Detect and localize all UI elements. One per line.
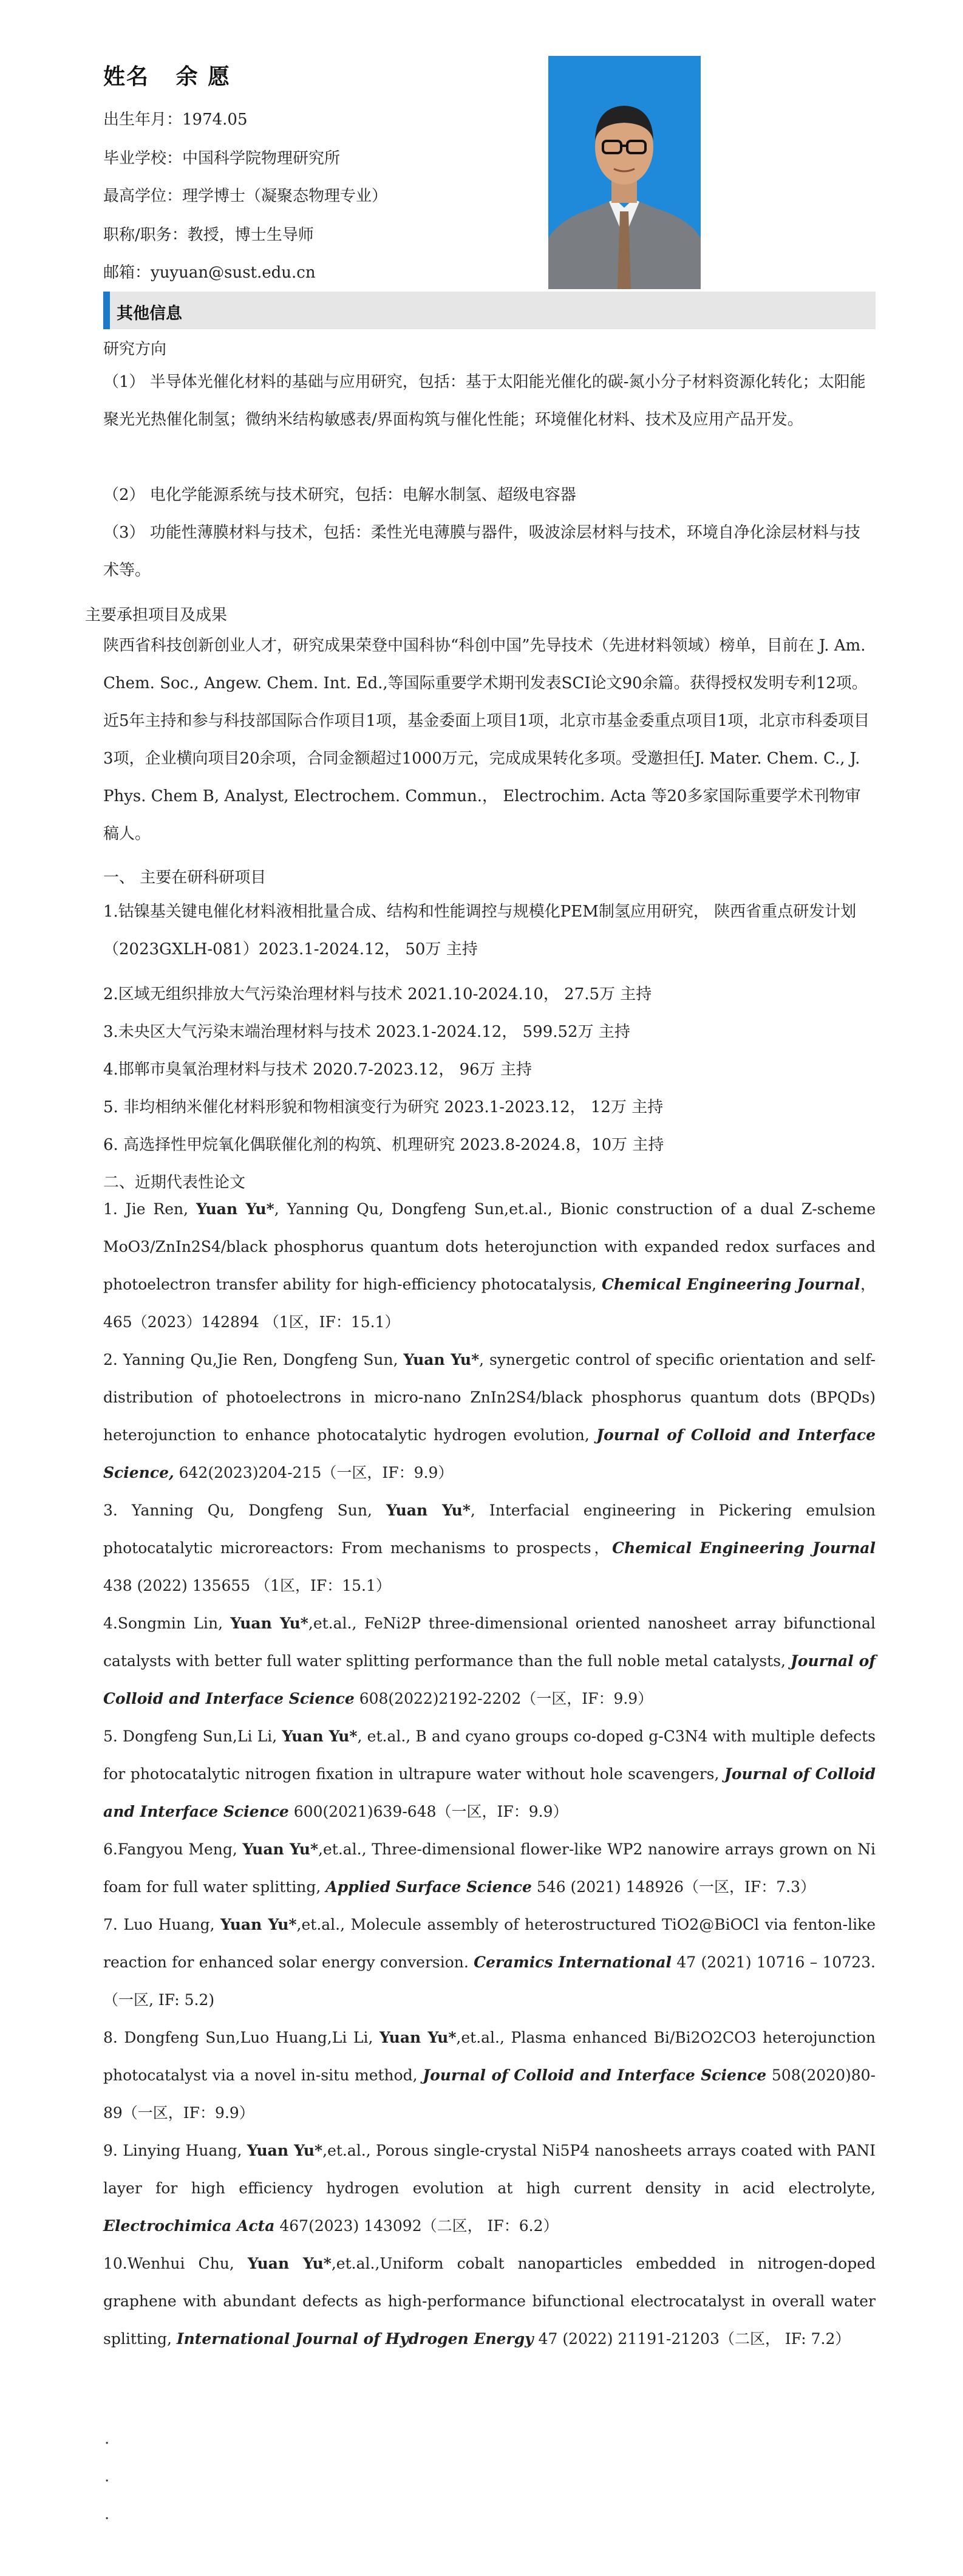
project-item: 1.钴镍基关键电催化材料液相批量合成、结构和性能调控与规模化PEM制氢应用研究， 陕西省重点研发计划（2023GXLH-081）2023.1-2024.12， 50万 主持	[103, 903, 857, 958]
profile-photo	[548, 56, 701, 289]
achievements-heading: 主要承担项目及成果	[85, 606, 228, 624]
project-item: 6. 高选择性甲烷氧化偶联催化剂的构筑、机理研究 2023.8-2024.8，10万 主持	[103, 1136, 664, 1154]
birth-date: 出生年月：1974.05	[103, 111, 248, 129]
trailing-dot: .	[104, 2505, 110, 2523]
paper-item: 2. Yanning Qu,Jie Ren, Dongfeng Sun, Yuan Yu*, synergetic control of specific orientation and self-distribution of photoelectrons in micro-nano ZnIn2S4/black phosphorus quantum dots (BPQDs) heterojunction to enhance photocatalytic hydrogen evolution, Journal of Colloid and Interface Science, 642(2023)204-215（一区，IF：9.9）	[103, 1351, 876, 1481]
paper-item: 4.Songmin Lin, Yuan Yu*,et.al., FeNi2P three-dimensional oriented nanosheet array bifunctional catalysts with better full water splitting performance than the full noble metal catalysts, Journal of Colloid and Interface Science 608(2022)2192-2202（一区，IF：9.9）	[103, 1614, 876, 1707]
trailing-dot: .	[104, 2430, 110, 2448]
research-heading: 研究方向	[103, 340, 167, 358]
projects-heading: 一、 主要在研科研项目	[103, 869, 267, 887]
paper-item: 10.Wenhui Chu, Yuan Yu*,et.al.,Uniform cobalt nanoparticles embedded in nitrogen-doped graphene with abundant defects as high-performance bifunctional electrocatalyst in overall water splitting, International Journal of Hydrogen Energy 47 (2022) 21191-21203（二区， IF: 7.2）	[103, 2255, 876, 2348]
paper-item: 5. Dongfeng Sun,Li Li, Yuan Yu*, et.al., B and cyano groups co-doped g-C3N4 with multiple defects for photocatalytic nitrogen fixation in ultrapure water without hole scavengers, Journal of Colloid and Interface Science 600(2021)639-648（一区，IF：9.9）	[103, 1727, 876, 1820]
research-item: （1） 半导体光催化材料的基础与应用研究，包括：基于太阳能光催化的碳-氮小分子材料资源化转化；太阳能聚光光热催化制氢；微纳米结构敏感表/界面构筑与催化性能；环境催化材料、技术及应用产品开发。	[103, 373, 866, 429]
project-item: 3.未央区大气污染末端治理材料与技术 2023.1-2024.12， 599.52万 主持	[103, 1023, 630, 1041]
graduate-school: 毕业学校：中国科学院物理研究所	[103, 149, 341, 168]
papers-heading: 二、近期代表性论文	[103, 1174, 246, 1192]
section-title: 其他信息	[117, 304, 182, 323]
project-item: 4.邯郸市臭氧治理材料与技术 2020.7-2023.12， 96万 主持	[103, 1061, 532, 1079]
email: 邮箱：yuyuan@sust.edu.cn	[103, 264, 316, 282]
trailing-dot: .	[104, 2467, 110, 2485]
project-item: 5. 非均相纳米催化材料形貌和物相演变行为研究 2023.1-2023.12， 12万 主持	[103, 1098, 664, 1116]
person-name: 姓名 余 愿	[103, 64, 231, 89]
section-header-other-info	[103, 292, 876, 329]
job-title: 职称/职务：教授，博士生导师	[103, 226, 314, 244]
highest-degree: 最高学位：理学博士（凝聚态物理专业）	[103, 187, 388, 205]
section-accent-bar	[103, 292, 110, 329]
paper-item: 7. Luo Huang, Yuan Yu*,et.al., Molecule assembly of heterostructured TiO2@BiOCl via fenton-like reaction for enhanced solar energy conversion. Ceramics International 47 (2021) 10716 – 10723.（一区, IF: 5.2)	[103, 1916, 876, 2009]
paper-item: 9. Linying Huang, Yuan Yu*,et.al., Porous single-crystal Ni5P4 nanosheets arrays coated with PANI layer for high efficiency hydrogen evolution at high current density in acid electrolyte, Electrochimica Acta 467(2023) 143092（二区， IF：6.2）	[103, 2142, 876, 2235]
research-item: （2） 电化学能源系统与技术研究，包括：电解水制氢、超级电容器	[103, 486, 576, 504]
project-item: 2.区域无组织排放大气污染治理材料与技术 2021.10-2024.10， 27.5万 主持	[103, 985, 652, 1003]
paper-item: 3. Yanning Qu, Dongfeng Sun, Yuan Yu*, Interfacial engineering in Pickering emulsion photocatalytic microreactors: From mechanisms to prospects，Chemical Engineering Journal 438 (2022) 135655 （1区，IF：15.1）	[103, 1502, 876, 1594]
achievements-text: 陕西省科技创新创业人才，研究成果荣登中国科协“科创中国”先导技术（先进材料领域）榜单，目前在 J. Am. Chem. Soc., Angew. Chem. Int. Ed.,等国际重要学术期刊发表SCI论文90余篇。获得授权发明专利12项。近5年主持和参与科技部国际合作项目1项，基金委面上项目1项，北京市基金委重点项目1项，北京市科委项目3项，企业横向项目20余项，合同金额超过1000万元，完成成果转化多项。受邀担任J. Mater. Chem. C., J. Phys. Chem B, Analyst, Electrochem. Commun.， Electrochim. Acta 等20多家国际重要学术刊物审稿人。	[103, 637, 870, 843]
paper-item: 8. Dongfeng Sun,Luo Huang,Li Li, Yuan Yu*,et.al., Plasma enhanced Bi/Bi2O2CO3 heterojunction photocatalyst via a novel in-situ method, Journal of Colloid and Interface Science 508(2020)80-89（一区，IF：9.9）	[103, 2029, 876, 2122]
research-item: （3） 功能性薄膜材料与技术，包括：柔性光电薄膜与器件，吸波涂层材料与技术，环境自净化涂层材料与技术等。	[103, 524, 860, 579]
paper-item: 6.Fangyou Meng, Yuan Yu*,et.al., Three-dimensional flower-like WP2 nanowire arrays grown on Ni foam for full water splitting, Applied Surface Science 546 (2021) 148926（一区，IF：7.3）	[103, 1840, 876, 1896]
paper-item: 1. Jie Ren, Yuan Yu*, Yanning Qu, Dongfeng Sun,et.al., Bionic construction of a dual Z-scheme MoO3/ZnIn2S4/black phosphorus quantum dots heterojunction with expanded redox surfaces and photoelectron transfer ability for high-efficiency photocatalysis, Chemical Engineering Journal，465（2023）142894 （1区，IF：15.1）	[103, 1200, 876, 1331]
